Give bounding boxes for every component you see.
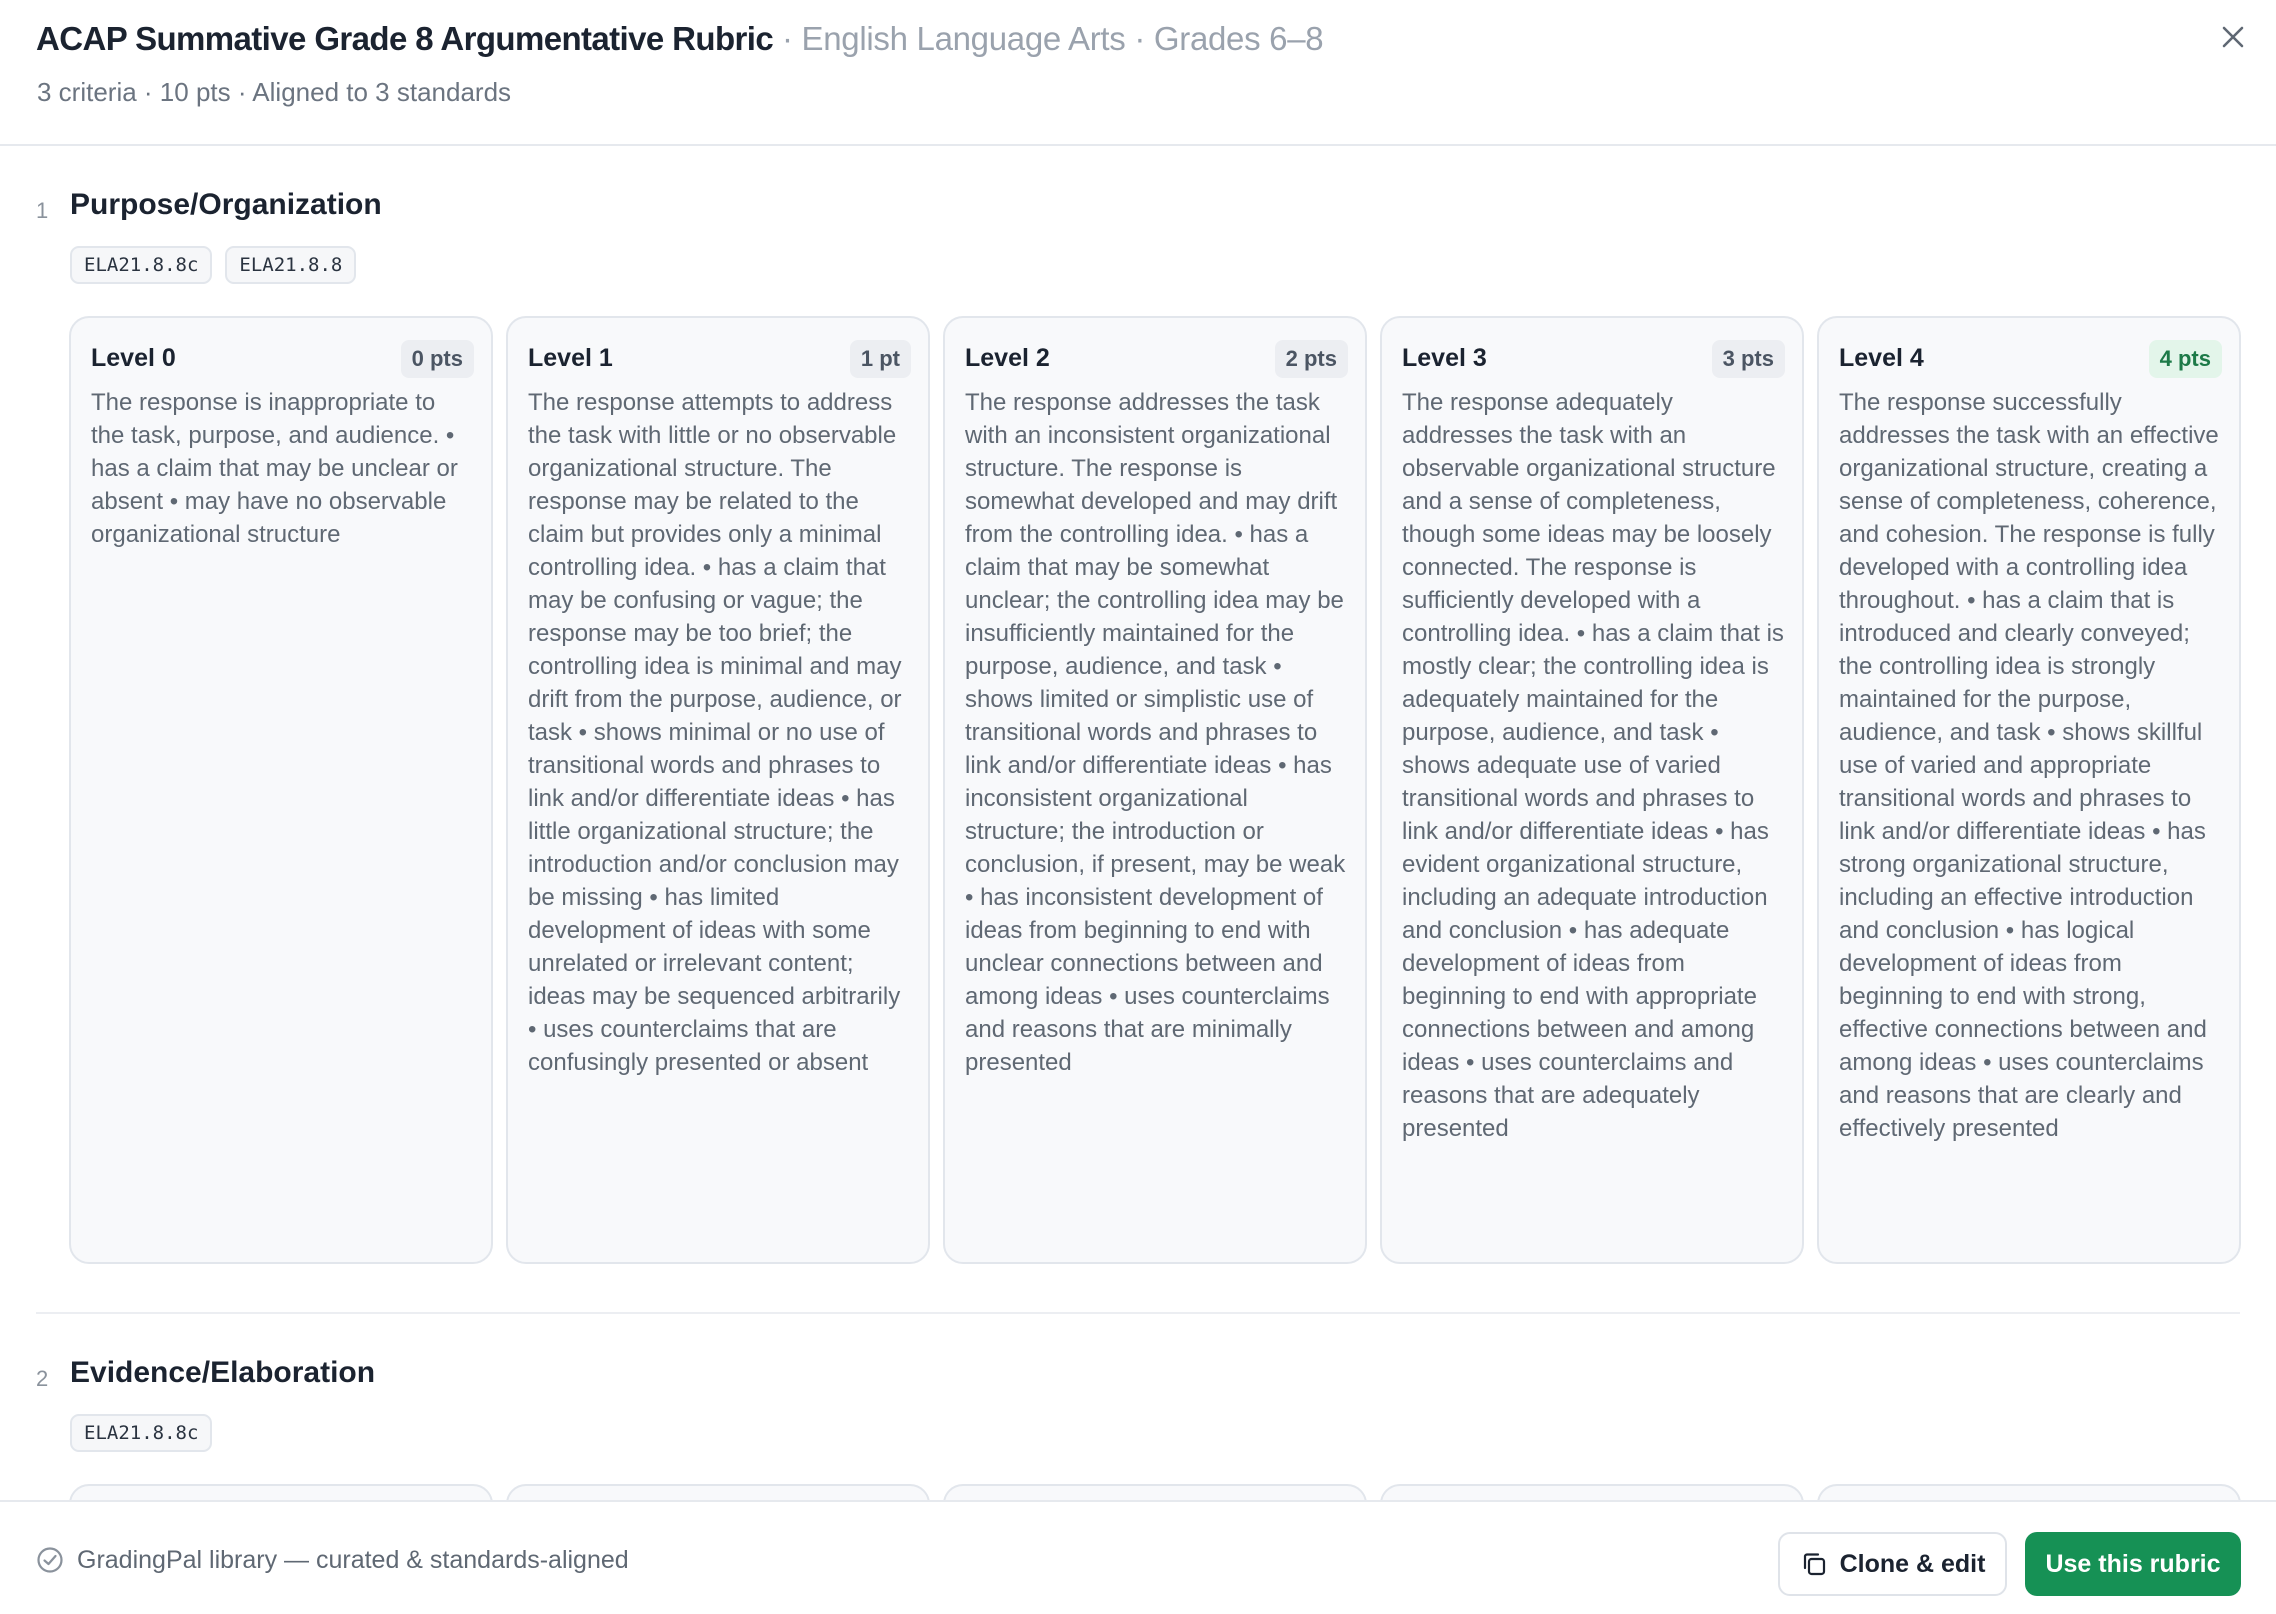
dialog-footer bbox=[0, 1500, 2276, 1614]
level-card-1 bbox=[506, 1484, 930, 1500]
rubric-header bbox=[0, 0, 2276, 146]
level-points-badge: 1 pt bbox=[850, 340, 911, 378]
level-card-0 bbox=[69, 316, 493, 1264]
level-card-4 bbox=[1817, 1484, 2241, 1500]
level-points-badge: 3 pts bbox=[1712, 340, 1785, 378]
level-card-2 bbox=[943, 1484, 1367, 1500]
level-name: Level 0 bbox=[91, 344, 176, 372]
rubric-content[interactable] bbox=[0, 146, 2276, 1500]
level-card-2 bbox=[943, 316, 1367, 1264]
rubric-meta: 3 criteria · 10 pts · Aligned to 3 standards bbox=[37, 77, 512, 107]
rubric-subtitle: · English Language Arts · Grades 6–8 bbox=[773, 20, 1324, 57]
library-label: GradingPal library — curated & standards-aligned bbox=[77, 1546, 629, 1574]
level-description: The response addresses the task with an inconsistent organizational structure. The response is somewhat developed and may drift from the controlling idea. • has a claim that may be somewhat unclear; the controlling idea may be insufficiently maintained for the purpose, audience, and task • shows limited or simplistic use of transitional words and phrases to link and/or differentiate ideas • has inconsistent organizational structure; the introduction or conclusion, if present, may be weak • has inconsistent development of ideas from beginning to end with unclear connections between and among ideas • uses counterclaims and reasons that are minimally presented bbox=[965, 389, 1346, 1076]
criterion-divider bbox=[36, 1312, 2240, 1314]
title-row bbox=[36, 20, 1323, 58]
level-points-badge-max: 4 pts bbox=[2149, 340, 2222, 378]
criterion-title: Purpose/Organization bbox=[70, 188, 382, 221]
level-card-0 bbox=[69, 1484, 493, 1500]
clone-edit-label: Clone & edit bbox=[1839, 1549, 1986, 1578]
close-icon bbox=[2219, 23, 2247, 51]
criterion-number: 2 bbox=[36, 1366, 49, 1391]
copy-icon bbox=[1800, 1550, 1828, 1578]
standards-tags bbox=[70, 246, 356, 284]
level-description: The response is inappropriate to the task, purpose, and audience. • has a claim that may be unclear or absent • may have no observable organizational structure bbox=[91, 389, 458, 548]
level-name: Level 4 bbox=[1839, 344, 1924, 372]
level-card-1 bbox=[506, 316, 930, 1264]
check-circle-icon bbox=[36, 1546, 64, 1574]
level-points-badge: 2 pts bbox=[1275, 340, 1348, 378]
use-rubric-button[interactable]: Use this rubric bbox=[2025, 1532, 2241, 1596]
standards-tags bbox=[70, 1414, 212, 1452]
level-cards bbox=[69, 1484, 2241, 1500]
criterion-title: Evidence/Elaboration bbox=[70, 1356, 376, 1389]
level-card-3 bbox=[1380, 1484, 1804, 1500]
rubric-title: ACAP Summative Grade 8 Argumentative Rubric bbox=[36, 20, 774, 57]
level-name: Level 2 bbox=[965, 344, 1050, 372]
clone-edit-button[interactable] bbox=[1778, 1532, 2007, 1596]
level-points-badge: 0 pts bbox=[401, 340, 474, 378]
level-name: Level 1 bbox=[528, 344, 613, 372]
level-cards bbox=[69, 316, 2241, 1264]
level-card-4 bbox=[1817, 316, 2241, 1264]
standard-tag: ELA21.8.8 bbox=[225, 246, 356, 284]
standard-tag: ELA21.8.8c bbox=[70, 246, 212, 284]
level-description: The response adequately addresses the task with an observable organizational structure and a sense of completeness, though some ideas may be loosely connected. The response is sufficiently developed with a controlling idea. • has a claim that is mostly clear; the controlling idea is adequately maintained for the purpose, audience, and task • shows adequate use of varied transitional words and phrases to link and/or differentiate ideas • has evident organizational structure, including an adequate introduction and conclusion • has adequate development of ideas from beginning to end with appropriate connections between and among ideas • uses counterclaims and reasons that are adequately presented bbox=[1402, 389, 1784, 1142]
level-description: The response successfully addresses the task with an effective organizational structure, creating a sense of completeness, coherence, and cohesion. The response is fully developed with a controlling idea throughout. • has a claim that is introduced and clearly conveyed; the controlling idea is strongly maintained for the purpose, audience, and task • shows skillful use of varied and appropriate transitional words and phrases to link and/or differentiate ideas • has strong organizational structure, including an effective introduction and conclusion • has logical development of ideas from beginning to end with strong, effective connections between and among ideas • uses counterclaims and reasons that are clearly and effectively presented bbox=[1839, 389, 2219, 1142]
level-card-3 bbox=[1380, 316, 1804, 1264]
standard-tag: ELA21.8.8c bbox=[70, 1414, 212, 1452]
level-name: Level 3 bbox=[1402, 344, 1487, 372]
level-description: The response attempts to address the task with little or no observable organizational structure. The response may be related to the claim but provides only a minimal controlling idea. • has a claim that may be confusing or vague; the response may be too brief; the controlling idea is minimal and may drift from the purpose, audience, or task • shows minimal or no use of transitional words and phrases to link and/or differentiate ideas • has little organizational structure; the introduction and/or conclusion may be missing • has limited development of ideas with some unrelated or irrelevant content; ideas may be sequenced arbitrarily • uses counterclaims that are confusingly presented or absent bbox=[528, 389, 902, 1076]
criterion-number: 1 bbox=[36, 198, 49, 223]
close-button[interactable] bbox=[2212, 16, 2254, 58]
